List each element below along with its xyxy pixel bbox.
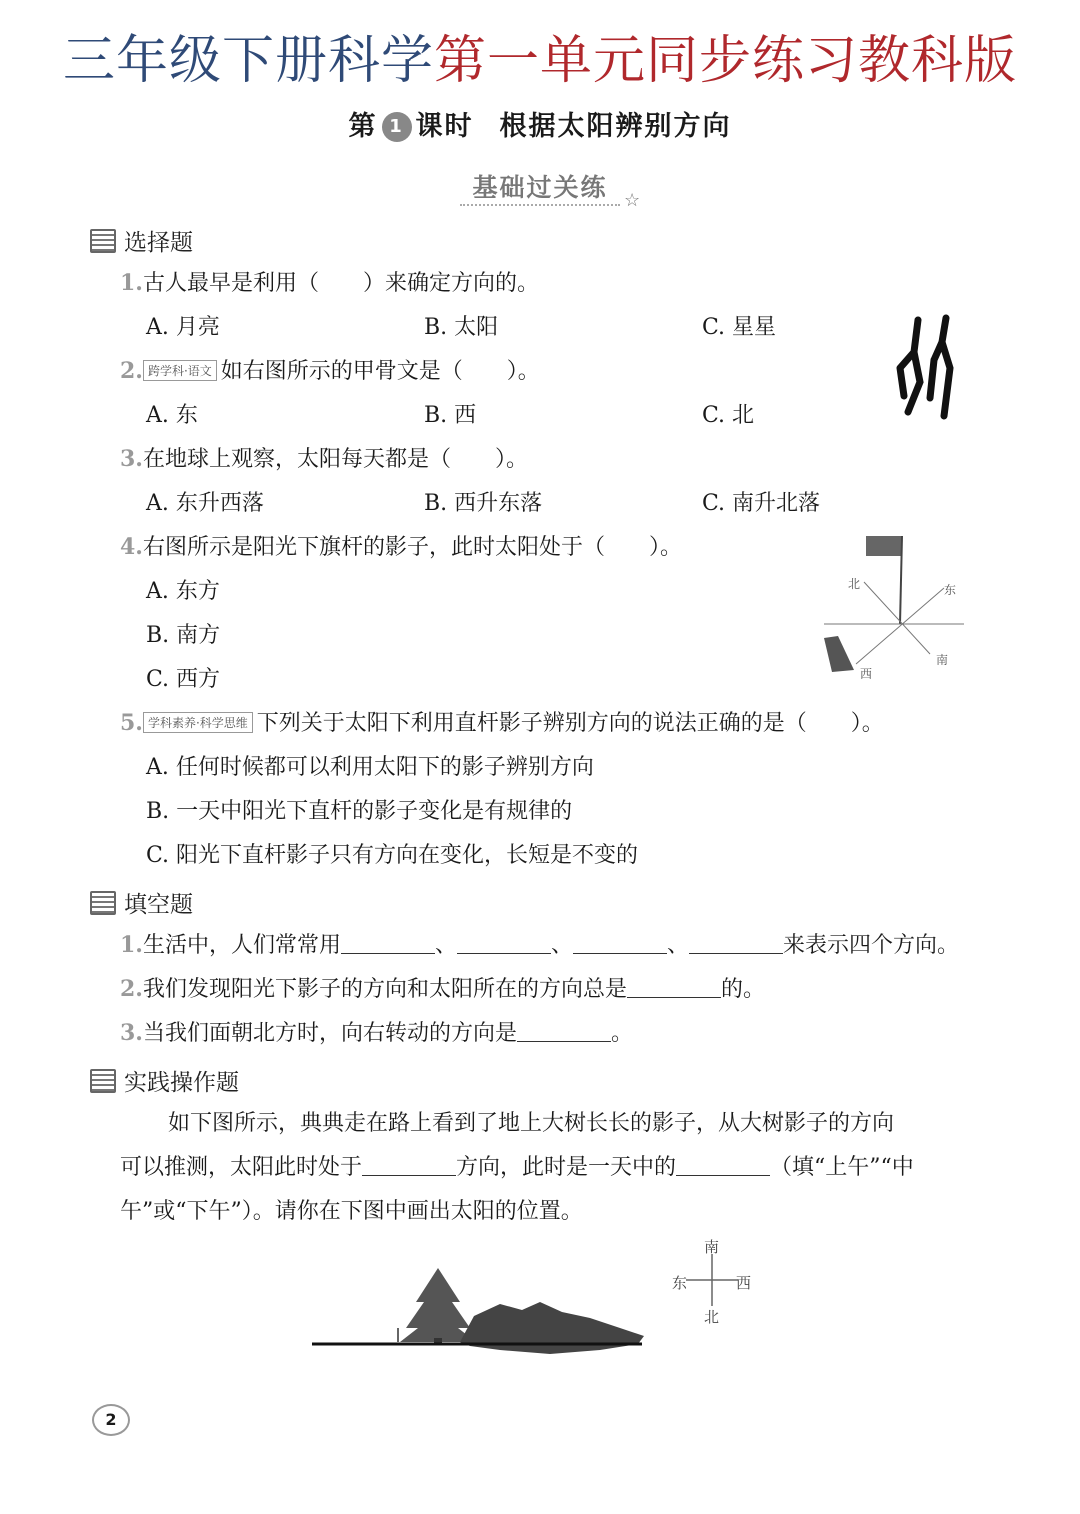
compass-label-north: 北 <box>704 1308 720 1326</box>
document-title <box>0 18 1080 93</box>
answer-blank[interactable] <box>457 933 551 954</box>
answer-blank[interactable] <box>573 933 667 954</box>
answer-blank[interactable] <box>517 1021 611 1042</box>
question-2: 2. 跨学科·语文 如右图所示的甲骨文是（ ）。 <box>120 358 540 384</box>
answer-blank[interactable] <box>676 1155 770 1176</box>
title-part-1: 三年级下册科学 <box>62 31 434 91</box>
fill-question-2: 2.我们发现阳光下影子的方向和太阳所在的方向总是 的。 <box>120 976 765 1002</box>
q1-option-c: C. 星星 <box>702 315 777 340</box>
flag <box>866 536 902 556</box>
tree-shadow <box>460 1302 644 1354</box>
tree-shadow-figure[interactable] <box>300 1232 780 1362</box>
compass-rose <box>672 1238 751 1326</box>
practice-underline <box>460 204 620 209</box>
q2-option-b: B. 西 <box>424 403 477 428</box>
fill-question-3: 3.当我们面朝北方时，向右转动的方向是 。 <box>120 1020 633 1046</box>
oracle-bone-character-image <box>890 312 970 432</box>
compass-label-south: 南 <box>704 1238 720 1256</box>
practice-text-line-1: 如下图所示，典典走在路上看到了地上大树长长的影子，从大树影子的方向 <box>168 1111 895 1136</box>
lesson-prefix: 第 <box>348 111 378 142</box>
q1-option-a: A. 月亮 <box>146 315 220 340</box>
page-number: 2 <box>92 1404 130 1436</box>
q5-option-b: B. 一天中阳光下直杆的影子变化是有规律的 <box>146 799 573 824</box>
q2-option-a: A. 东 <box>146 403 198 428</box>
flagpole-shadow-figure <box>814 532 974 682</box>
subject-tag: 跨学科·语文 <box>143 360 217 381</box>
fig-label-west: 西 <box>860 667 873 681</box>
answer-blank[interactable] <box>689 933 783 954</box>
section-heading-practice: 实践操作题 <box>90 1064 239 1097</box>
lesson-title: 根据太阳辨别方向 <box>499 111 732 142</box>
section-heading-choice: 选择题 <box>90 224 193 257</box>
question-5: 5. 学科素养·科学思维 下列关于太阳下利用直杆影子辨别方向的说法正确的是（ ）。 <box>120 710 884 736</box>
compass-label-east: 东 <box>672 1274 688 1292</box>
question-3: 3.在地球上观察，太阳每天都是（ ）。 <box>120 446 528 472</box>
q5-option-c: C. 阳光下直杆影子只有方向在变化，长短是不变的 <box>146 843 639 868</box>
lesson-heading <box>0 104 1080 143</box>
lesson-number-badge: 1 <box>382 112 412 142</box>
answer-blank[interactable] <box>341 933 435 954</box>
q4-option-a: A. 东方 <box>146 579 220 604</box>
question-4: 4.右图所示是阳光下旗杆的影子，此时太阳处于（ ）。 <box>120 534 682 560</box>
answer-blank[interactable] <box>627 977 721 998</box>
question-1: 1.古人最早是利用（ ）来确定方向的。 <box>120 270 539 296</box>
compass-label-west: 西 <box>736 1274 752 1292</box>
fill-question-1: 1.生活中，人们常常用 、 、 、 来表示四个方向。 <box>120 932 960 958</box>
q1-option-b: B. 太阳 <box>424 315 499 340</box>
practice-text-line-3: 午”或“下午”）。请你在下图中画出太阳的位置。 <box>120 1199 583 1224</box>
q3-option-c: C. 南升北落 <box>702 491 821 516</box>
title-part-2: 第一单元同步练习教科版 <box>434 31 1018 91</box>
star-icon: ☆ <box>624 190 641 211</box>
section-icon <box>90 229 116 253</box>
fig-label-south: 南 <box>936 653 949 667</box>
q3-option-a: A. 东升西落 <box>146 491 264 516</box>
q2-option-c: C. 北 <box>702 403 755 428</box>
flag-shadow <box>824 636 854 672</box>
practice-label: 基础过关练 <box>472 173 608 202</box>
q4-option-c: C. 西方 <box>146 667 221 692</box>
q3-option-b: B. 西升东落 <box>424 491 543 516</box>
tree-image <box>400 1268 476 1342</box>
section-icon <box>90 891 116 915</box>
fig-label-north: 北 <box>848 577 861 591</box>
q5-option-a: A. 任何时候都可以利用太阳下的影子辨别方向 <box>146 755 594 780</box>
section-icon <box>90 1069 116 1093</box>
practice-text-line-2: 可以推测，太阳此时处于 方向，此时是一天中的 （填“上午”“中 <box>120 1155 914 1180</box>
literacy-tag: 学科素养·科学思维 <box>143 712 253 733</box>
north-south-line <box>864 582 930 654</box>
lesson-suffix: 课时 <box>415 111 474 142</box>
q4-option-b: B. 南方 <box>146 623 221 648</box>
fig-label-east: 东 <box>944 583 957 597</box>
section-heading-fill: 填空题 <box>90 886 193 919</box>
answer-blank[interactable] <box>362 1155 456 1176</box>
